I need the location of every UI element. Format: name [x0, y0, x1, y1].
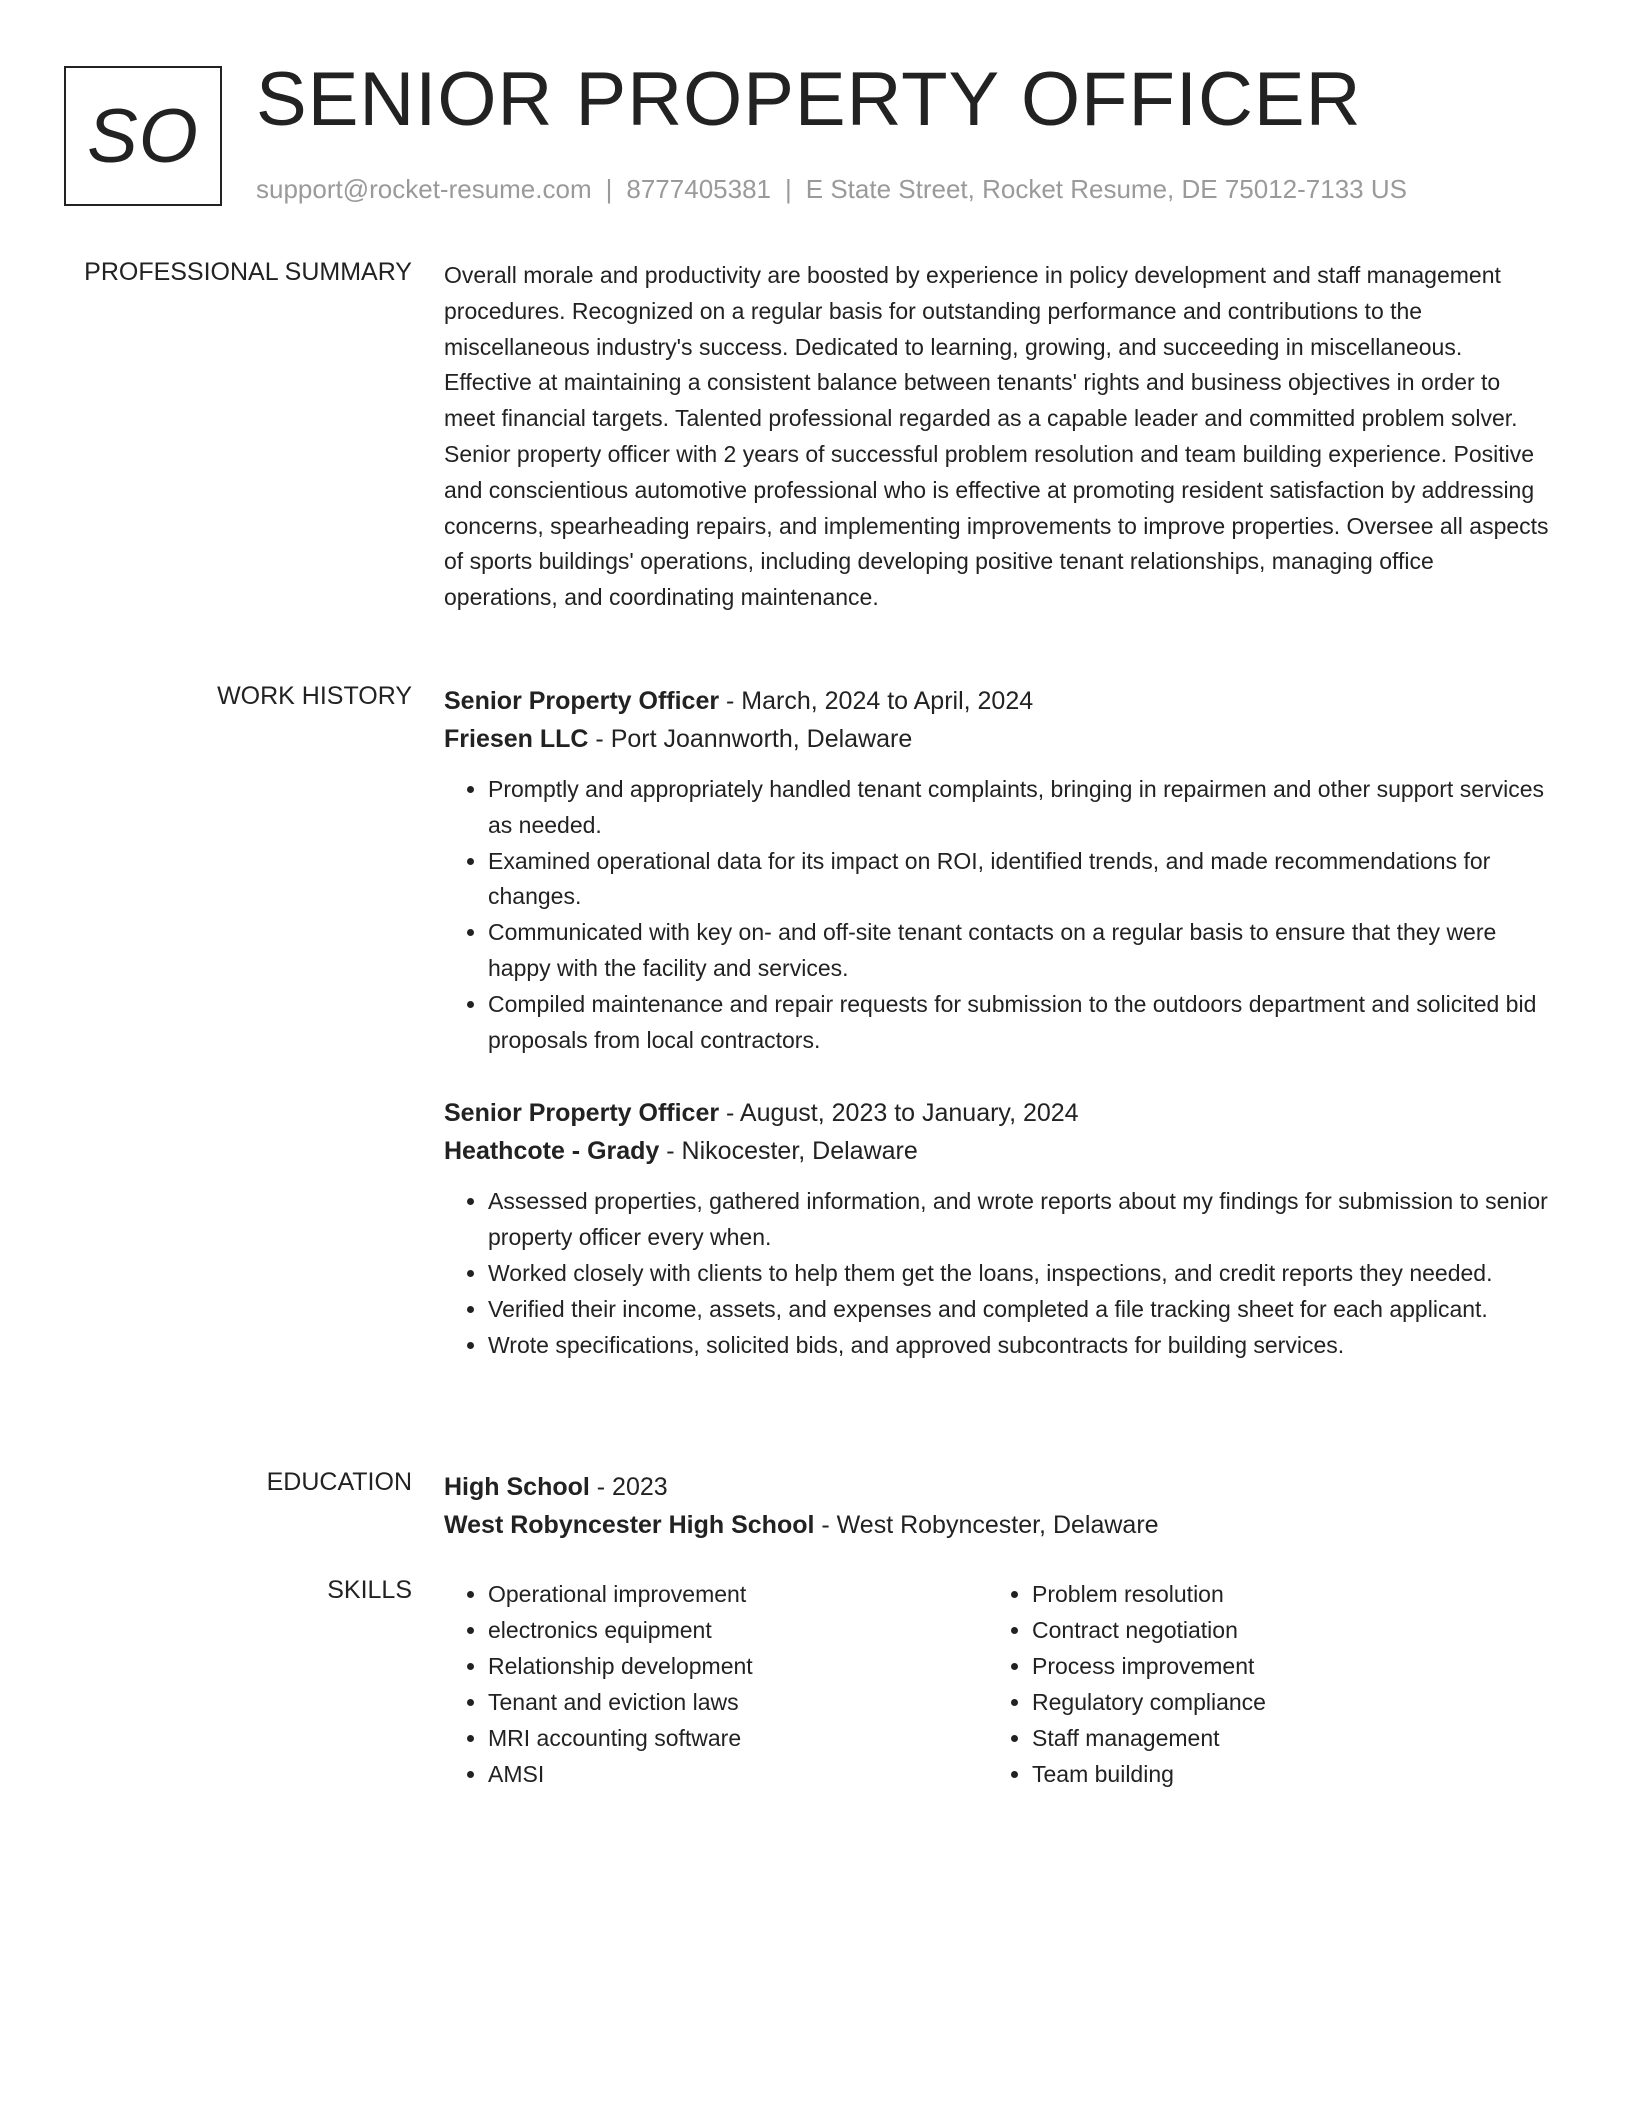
monogram-box [64, 66, 222, 206]
job-dates: - August, 2023 to January, 2024 [719, 1099, 1079, 1128]
school-location: - West Robyncester, Delaware [814, 1511, 1159, 1539]
job-title-line [444, 1094, 1550, 1132]
skill-item: • Problem resolution [1032, 1576, 1532, 1612]
education-body [444, 1468, 1550, 1544]
school-name: West Robyncester High School [444, 1511, 815, 1539]
skill-item: • MRI accounting software [488, 1720, 988, 1756]
work-history-heading: WORK HISTORY [217, 682, 412, 710]
skills-heading: SKILLS [327, 1576, 412, 1604]
skill-item: • AMSI [488, 1756, 988, 1792]
job-title: Senior Property Officer [444, 1099, 720, 1128]
monogram-initials: SO [87, 93, 199, 179]
skill-item: • Team building [1032, 1756, 1532, 1792]
skills-list-left [444, 1576, 988, 1792]
job-bullet: • Communicated with key on- and off-site tenant contacts on a regular basis to ensure that they were happy with the facility and services. [488, 915, 1550, 987]
degree: High School [444, 1473, 590, 1501]
job-location: - Port Joannworth, Delaware [588, 725, 913, 753]
skills-list-right [988, 1576, 1532, 1792]
job-company-line [444, 1132, 1550, 1170]
job-bullet: • Promptly and appropriately handled tenant complaints, bringing in repairmen and other support services as needed. [488, 772, 1550, 844]
skill-item: • Operational improvement [488, 1576, 988, 1612]
job-bullet: • Verified their income, assets, and expenses and completed a file tracking sheet for each applicant. [488, 1292, 1550, 1328]
job-dates: - March, 2024 to April, 2024 [719, 687, 1034, 715]
graduation-year: - 2023 [589, 1473, 668, 1501]
skill-item: • Process improvement [1032, 1648, 1532, 1684]
skill-item: • Tenant and eviction laws [488, 1684, 988, 1720]
job-bullet: • Worked closely with clients to help them get the loans, inspections, and credit reports they needed. [488, 1256, 1550, 1292]
job-bullet: • Assessed properties, gathered information, and wrote reports about my findings for submission to senior property officer every when. [488, 1184, 1550, 1256]
contact-separator: | [605, 174, 613, 204]
skill-item: • Relationship development [488, 1648, 988, 1684]
education-heading: EDUCATION [266, 1468, 412, 1496]
summary-text: Overall morale and productivity are boosted by experience in policy development and staff management procedures. Recognized on a regular basis for outstanding performance and contributions to the miscellaneous industry's success. Dedicated to learning, growing, and succeeding in miscellaneous. Effective at maintaining a consistent balance between tenants' rights and business objectives in order to meet financial targets. Talented professional regarded as a capable leader and committed problem solver. Senior property officer with 2 years of successful problem resolution and team building experience. Positive and conscientious automotive professional who is effective at promoting resident satisfaction by addressing concerns, spearheading repairs, and implementing improvements to improve properties. Oversee all aspects of sports buildings' operations, including developing positive tenant relationships, managing office operations, and coordinating maintenance. [444, 262, 1549, 611]
job-entry [444, 682, 1550, 1058]
contact-line [256, 174, 1407, 205]
job-company-line [444, 720, 1550, 758]
candidate-name: SENIOR PROPERTY OFFICER [256, 57, 1362, 142]
job-bullets [444, 772, 1550, 1058]
skill-item: • Contract negotiation [1032, 1612, 1532, 1648]
skill-item: • electronics equipment [488, 1612, 988, 1648]
job-bullet: • Compiled maintenance and repair requests for submission to the outdoors department and solicited bid proposals from local contractors. [488, 987, 1550, 1059]
work-history-body [444, 682, 1550, 1363]
summary-body [444, 258, 1550, 616]
job-bullets [444, 1184, 1550, 1363]
contact-phone: 8777405381 [626, 174, 771, 204]
job-company: Heathcote - Grady [444, 1137, 660, 1166]
skills-body [444, 1576, 1550, 1792]
contact-email: support@rocket-resume.com [256, 174, 592, 204]
summary-heading: PROFESSIONAL SUMMARY [84, 258, 412, 286]
skill-item: • Staff management [1032, 1720, 1532, 1756]
job-title: Senior Property Officer [444, 687, 720, 715]
job-title-line [444, 682, 1550, 720]
contact-address: E State Street, Rocket Resume, DE 75012-7133 US [805, 174, 1407, 204]
job-company: Friesen LLC [444, 725, 589, 753]
job-bullet: • Examined operational data for its impact on ROI, identified trends, and made recommendations for changes. [488, 844, 1550, 916]
job-location: - Nikocester, Delaware [659, 1137, 918, 1166]
job-bullet: • Wrote specifications, solicited bids, and approved subcontracts for building services. [488, 1328, 1550, 1364]
contact-separator: | [785, 174, 792, 204]
job-entry [444, 1094, 1550, 1363]
school-line [444, 1506, 1550, 1544]
skill-item: • Regulatory compliance [1032, 1684, 1532, 1720]
degree-line [444, 1468, 1550, 1506]
